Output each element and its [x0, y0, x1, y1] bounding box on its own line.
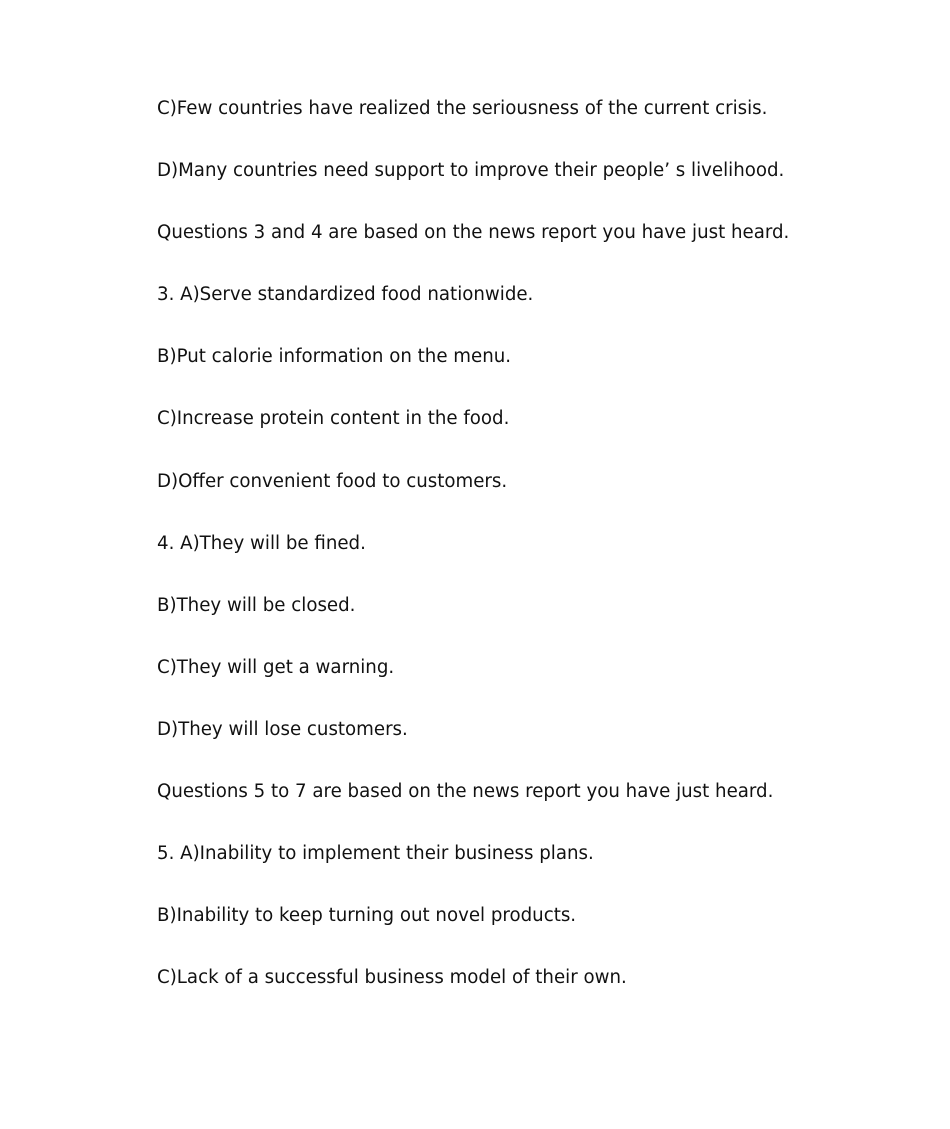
option-line: D)Many countries need support to improve their people’ s livelihood.: [157, 160, 785, 182]
option-line: C)Few countries have realized the seriousness of the current crisis.: [157, 98, 768, 119]
option-line: D)Offer convenient food to customers.: [157, 470, 508, 492]
section-instruction: Questions 5 to 7 are based on the news report you have just heard.: [157, 781, 774, 803]
option-line: B)Put calorie information on the menu.: [157, 346, 512, 368]
section-instruction: Questions 3 and 4 are based on the news report you have just heard.: [157, 222, 790, 244]
question-text-list: [157, 97, 857, 1028]
option-line: C)Lack of a successful business model of their own.: [157, 967, 627, 989]
option-line: C)They will get a warning.: [157, 656, 395, 678]
option-line: B)They will be closed.: [157, 594, 356, 616]
option-line: B)Inability to keep turning out novel products.: [157, 905, 577, 927]
question-first-option: 4. A)They will be fined.: [157, 532, 366, 554]
option-line: D)They will lose customers.: [157, 718, 408, 740]
question-first-option: 5. A)Inability to implement their business plans.: [157, 843, 594, 865]
option-line: C)Increase protein content in the food.: [157, 408, 510, 430]
question-first-option: 3. A)Serve standardized food nationwide.: [157, 284, 534, 306]
